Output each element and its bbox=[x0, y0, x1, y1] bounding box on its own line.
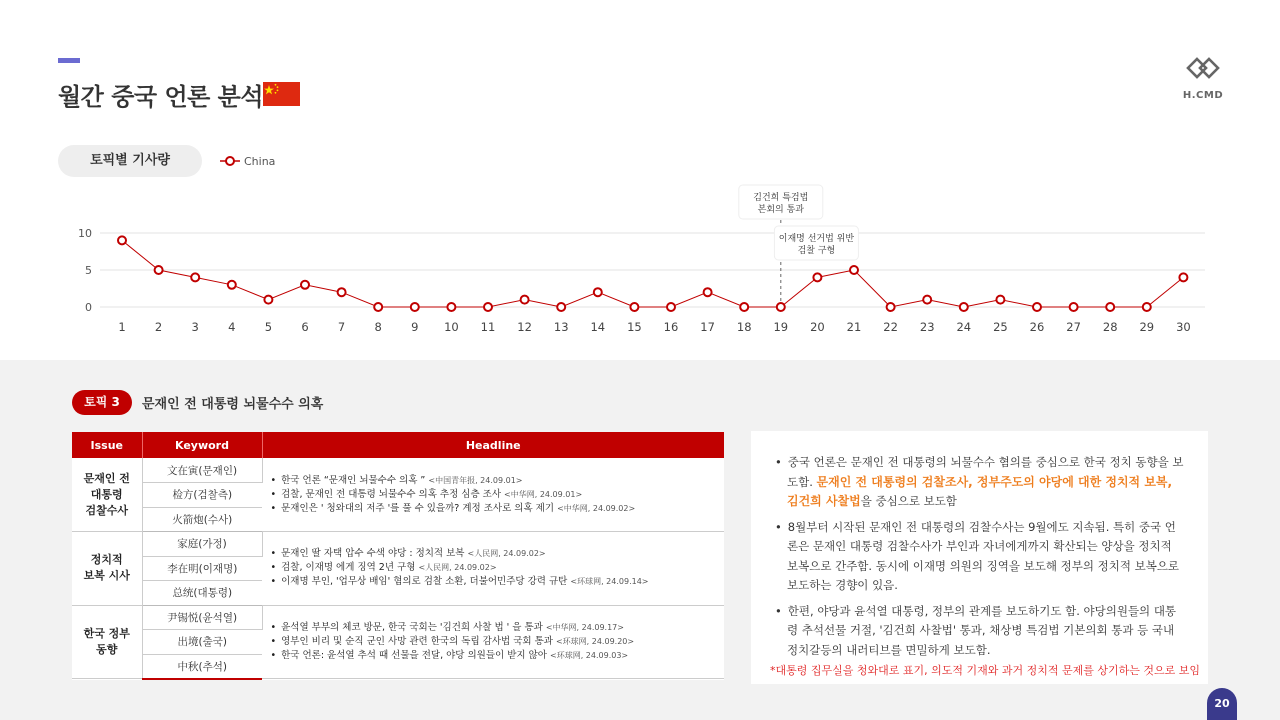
headline-item: • 검찰, 문재인 전 대통령 뇌물수수 의혹 추정 심층 조사 <中华网, 24.09.01> bbox=[271, 488, 725, 502]
x-tick-label: 25 bbox=[993, 320, 1008, 334]
summary-bullet-2: • 8월부터 시작된 문재인 전 대통령의 검찰수사는 9월에도 지속됨. 특히 중국 언론은 문재인 대통령 검찰수사가 부인과 자녀에게까지 확산되는 양상을 정치적 보복으로 간주함. 동시에 이재명 의원의 징역을 보도해 정부의 정치적 보복으로 보도하는 경향이 있음. bbox=[773, 518, 1186, 596]
x-tick-label: 4 bbox=[228, 320, 236, 334]
keyword-cell: 尹锡悦(윤석열) bbox=[142, 605, 262, 630]
issue-line: 한국 정부 bbox=[83, 626, 130, 640]
annotation-text: 이재명 선거법 위반 bbox=[778, 234, 855, 244]
x-tick-label: 3 bbox=[191, 320, 199, 334]
data-point bbox=[118, 236, 126, 244]
keyword-cell: 检方(검찰측) bbox=[142, 483, 262, 508]
issue-line: 문재인 전 bbox=[83, 471, 130, 485]
keyword-cell: 家庭(가정) bbox=[142, 532, 262, 557]
data-point bbox=[704, 288, 712, 296]
x-tick-label: 6 bbox=[301, 320, 309, 334]
company-logo bbox=[1178, 56, 1228, 102]
table-row bbox=[72, 458, 724, 483]
headline-item: • 검찰, 이재명 에게 징역 2년 구형 <人民网, 24.09.02> bbox=[271, 561, 725, 575]
data-point bbox=[264, 296, 272, 304]
topic-title: 문재인 전 대통령 뇌물수수 의혹 bbox=[142, 397, 324, 412]
chart-legend bbox=[220, 152, 275, 170]
data-point bbox=[191, 273, 199, 281]
headline-cell bbox=[262, 605, 724, 679]
annotation-text: 본회의 통과 bbox=[757, 205, 804, 215]
x-tick-label: 9 bbox=[411, 320, 419, 334]
legend-marker-icon bbox=[220, 155, 240, 167]
x-tick-label: 7 bbox=[337, 320, 346, 334]
issue-cell bbox=[72, 605, 142, 679]
logo-text: H.CMD bbox=[1182, 90, 1224, 101]
data-point bbox=[594, 288, 602, 296]
keyword-cell: 总统(대통령) bbox=[142, 581, 262, 606]
x-tick-label: 24 bbox=[956, 320, 972, 334]
data-point bbox=[447, 303, 455, 311]
data-point bbox=[1179, 273, 1187, 281]
header-issue: Issue bbox=[72, 432, 142, 458]
page-title: 월간 중국 언론 분석 bbox=[58, 83, 264, 111]
x-tick-label: 1 bbox=[118, 320, 126, 334]
x-tick-label: 20 bbox=[810, 320, 825, 334]
data-point bbox=[777, 303, 785, 311]
summary-highlight: 문재인 전 대통령의 검찰조사, 정부주도의 야당에 대한 정치적 보복, 김건희 사찰법 bbox=[787, 474, 1173, 508]
keyword-cell: 文在寅(문재인) bbox=[142, 458, 262, 483]
x-tick-label: 13 bbox=[553, 320, 569, 334]
x-tick-label: 11 bbox=[480, 320, 496, 334]
x-tick-label: 23 bbox=[919, 320, 935, 334]
x-tick-label: 2 bbox=[154, 320, 163, 334]
topic-badge: 토픽 3 bbox=[72, 390, 132, 415]
data-point bbox=[630, 303, 638, 311]
title-accent-bar bbox=[58, 58, 80, 63]
issue-cell bbox=[72, 532, 142, 606]
headline-item: • 이재명 부인, '업무상 배임' 혐의로 검찰 소환, 더불어민주당 강력 규탄 <环球网, 24.09.14> bbox=[271, 575, 725, 589]
series-line-china bbox=[122, 240, 1183, 307]
data-point bbox=[1070, 303, 1078, 311]
x-tick-label: 17 bbox=[700, 320, 715, 334]
x-tick-label: 30 bbox=[1176, 320, 1191, 334]
data-point bbox=[1143, 303, 1151, 311]
x-tick-label: 21 bbox=[846, 320, 862, 334]
keyword-cell: 火箭炮(수사) bbox=[142, 507, 262, 532]
topic-volume-label: 토픽별 기사량 bbox=[58, 145, 202, 177]
china-flag-icon bbox=[263, 82, 300, 106]
issue-line: 정치적 bbox=[90, 553, 123, 567]
data-point bbox=[667, 303, 675, 311]
table-row bbox=[72, 532, 724, 557]
data-point bbox=[557, 303, 565, 311]
data-point bbox=[887, 303, 895, 311]
data-point bbox=[960, 303, 968, 311]
x-tick-label: 10 bbox=[444, 320, 459, 334]
data-point bbox=[850, 266, 858, 274]
keyword-cell: 中秋(추석) bbox=[142, 654, 262, 679]
summary-bullet-3: • 한편, 야당과 윤석열 대통령, 정부의 관계를 보도하기도 함. 야당의원들의 대통령 추석선물 거절, '김건희 사찰법' 통과, 채상병 특검법 기본의회 통과 등 국내 정치갈등의 내러티브를 면밀하게 보도함. bbox=[773, 602, 1186, 661]
headline-item: • 문재인은 ' 청와대의 저주 '를 풀 수 있을까? 계정 조사로 의혹 제기 <中华网, 24.09.02> bbox=[271, 502, 725, 516]
summary-bullet-1: • 중국 언론은 문재인 전 대통령의 뇌물수수 혐의를 중심으로 한국 정치 동향을 보도함. 문재인 전 대통령의 검찰조사, 정부주도의 야당에 대한 정치적 보복, 김건희 사찰법을 중심으로 보도함 bbox=[773, 453, 1186, 512]
data-point bbox=[996, 296, 1004, 304]
data-point bbox=[228, 281, 236, 289]
x-tick-label: 22 bbox=[883, 320, 898, 334]
x-tick-label: 29 bbox=[1139, 320, 1155, 334]
issue-line: 대통령 bbox=[90, 487, 123, 501]
x-tick-label: 16 bbox=[663, 320, 679, 334]
header-keyword: Keyword bbox=[142, 432, 262, 458]
data-point bbox=[338, 288, 346, 296]
table-row bbox=[72, 605, 724, 630]
headline-item: • 문재인 딸 자택 압수 수색 야당 : 정치적 보복 <人民网, 24.09.02> bbox=[271, 547, 725, 561]
headline-cell bbox=[262, 458, 724, 532]
data-point bbox=[155, 266, 163, 274]
y-tick-label: 10 bbox=[78, 227, 92, 240]
header-headline: Headline bbox=[262, 432, 724, 458]
x-tick-label: 27 bbox=[1066, 320, 1081, 334]
x-tick-label: 14 bbox=[590, 320, 606, 334]
x-tick-label: 8 bbox=[374, 320, 382, 334]
page-number: 20 bbox=[1207, 688, 1237, 720]
issue-line: 검찰수사 bbox=[85, 503, 128, 517]
keyword-cell: 出境(출국) bbox=[142, 630, 262, 655]
keyword-cell: 李在明(이재명) bbox=[142, 556, 262, 581]
logo-mark-icon bbox=[1185, 56, 1221, 84]
x-tick-label: 26 bbox=[1029, 320, 1045, 334]
annotation-text: 검찰 구형 bbox=[797, 246, 836, 256]
data-point bbox=[374, 303, 382, 311]
data-point bbox=[411, 303, 419, 311]
y-tick-label: 5 bbox=[85, 264, 92, 277]
data-point bbox=[484, 303, 492, 311]
summary-box bbox=[751, 431, 1208, 684]
data-point bbox=[740, 303, 748, 311]
legend-label-china: China bbox=[244, 154, 276, 168]
x-tick-label: 18 bbox=[736, 320, 752, 334]
data-point bbox=[521, 296, 529, 304]
y-tick-label: 0 bbox=[85, 301, 92, 314]
x-tick-label: 5 bbox=[264, 320, 273, 334]
footnote: *대통령 집무실을 청와대로 표기, 의도적 기재와 과거 정치적 문제를 상기하는 것으로 보임 bbox=[770, 664, 1200, 677]
x-tick-label: 19 bbox=[773, 320, 789, 334]
headline-item: • 한국 언론: 윤석열 추석 때 선물을 전달, 야당 의원들이 받지 않아 <环球网, 24.09.03> bbox=[271, 649, 725, 663]
data-point bbox=[1106, 303, 1114, 311]
x-tick-label: 28 bbox=[1102, 320, 1118, 334]
headline-table bbox=[72, 432, 724, 680]
article-volume-line-chart bbox=[0, 180, 1280, 340]
headline-item: • 영부인 비리 및 순직 군인 사망 관련 한국의 독립 감사법 국회 통과 <环球网, 24.09.20> bbox=[271, 635, 725, 649]
x-tick-label: 12 bbox=[517, 320, 532, 334]
data-point bbox=[923, 296, 931, 304]
data-point bbox=[301, 281, 309, 289]
annotation-text: 김건희 특검법 bbox=[753, 193, 809, 203]
headline-cell bbox=[262, 532, 724, 606]
data-point bbox=[813, 273, 821, 281]
headline-item: • 한국 언론 “문재인 뇌물수수 의혹 ” <中国青年报, 24.09.01> bbox=[271, 474, 725, 488]
headline-item: • 윤석열 부부의 체코 방문, 한국 국회는 '김건희 사찰 법 ' 을 통과 <中华网, 24.09.17> bbox=[271, 621, 725, 635]
data-point bbox=[1033, 303, 1041, 311]
x-tick-label: 15 bbox=[627, 320, 642, 334]
issue-line: 동향 bbox=[96, 642, 118, 656]
issue-cell bbox=[72, 458, 142, 532]
issue-line: 보복 시사 bbox=[83, 569, 130, 583]
